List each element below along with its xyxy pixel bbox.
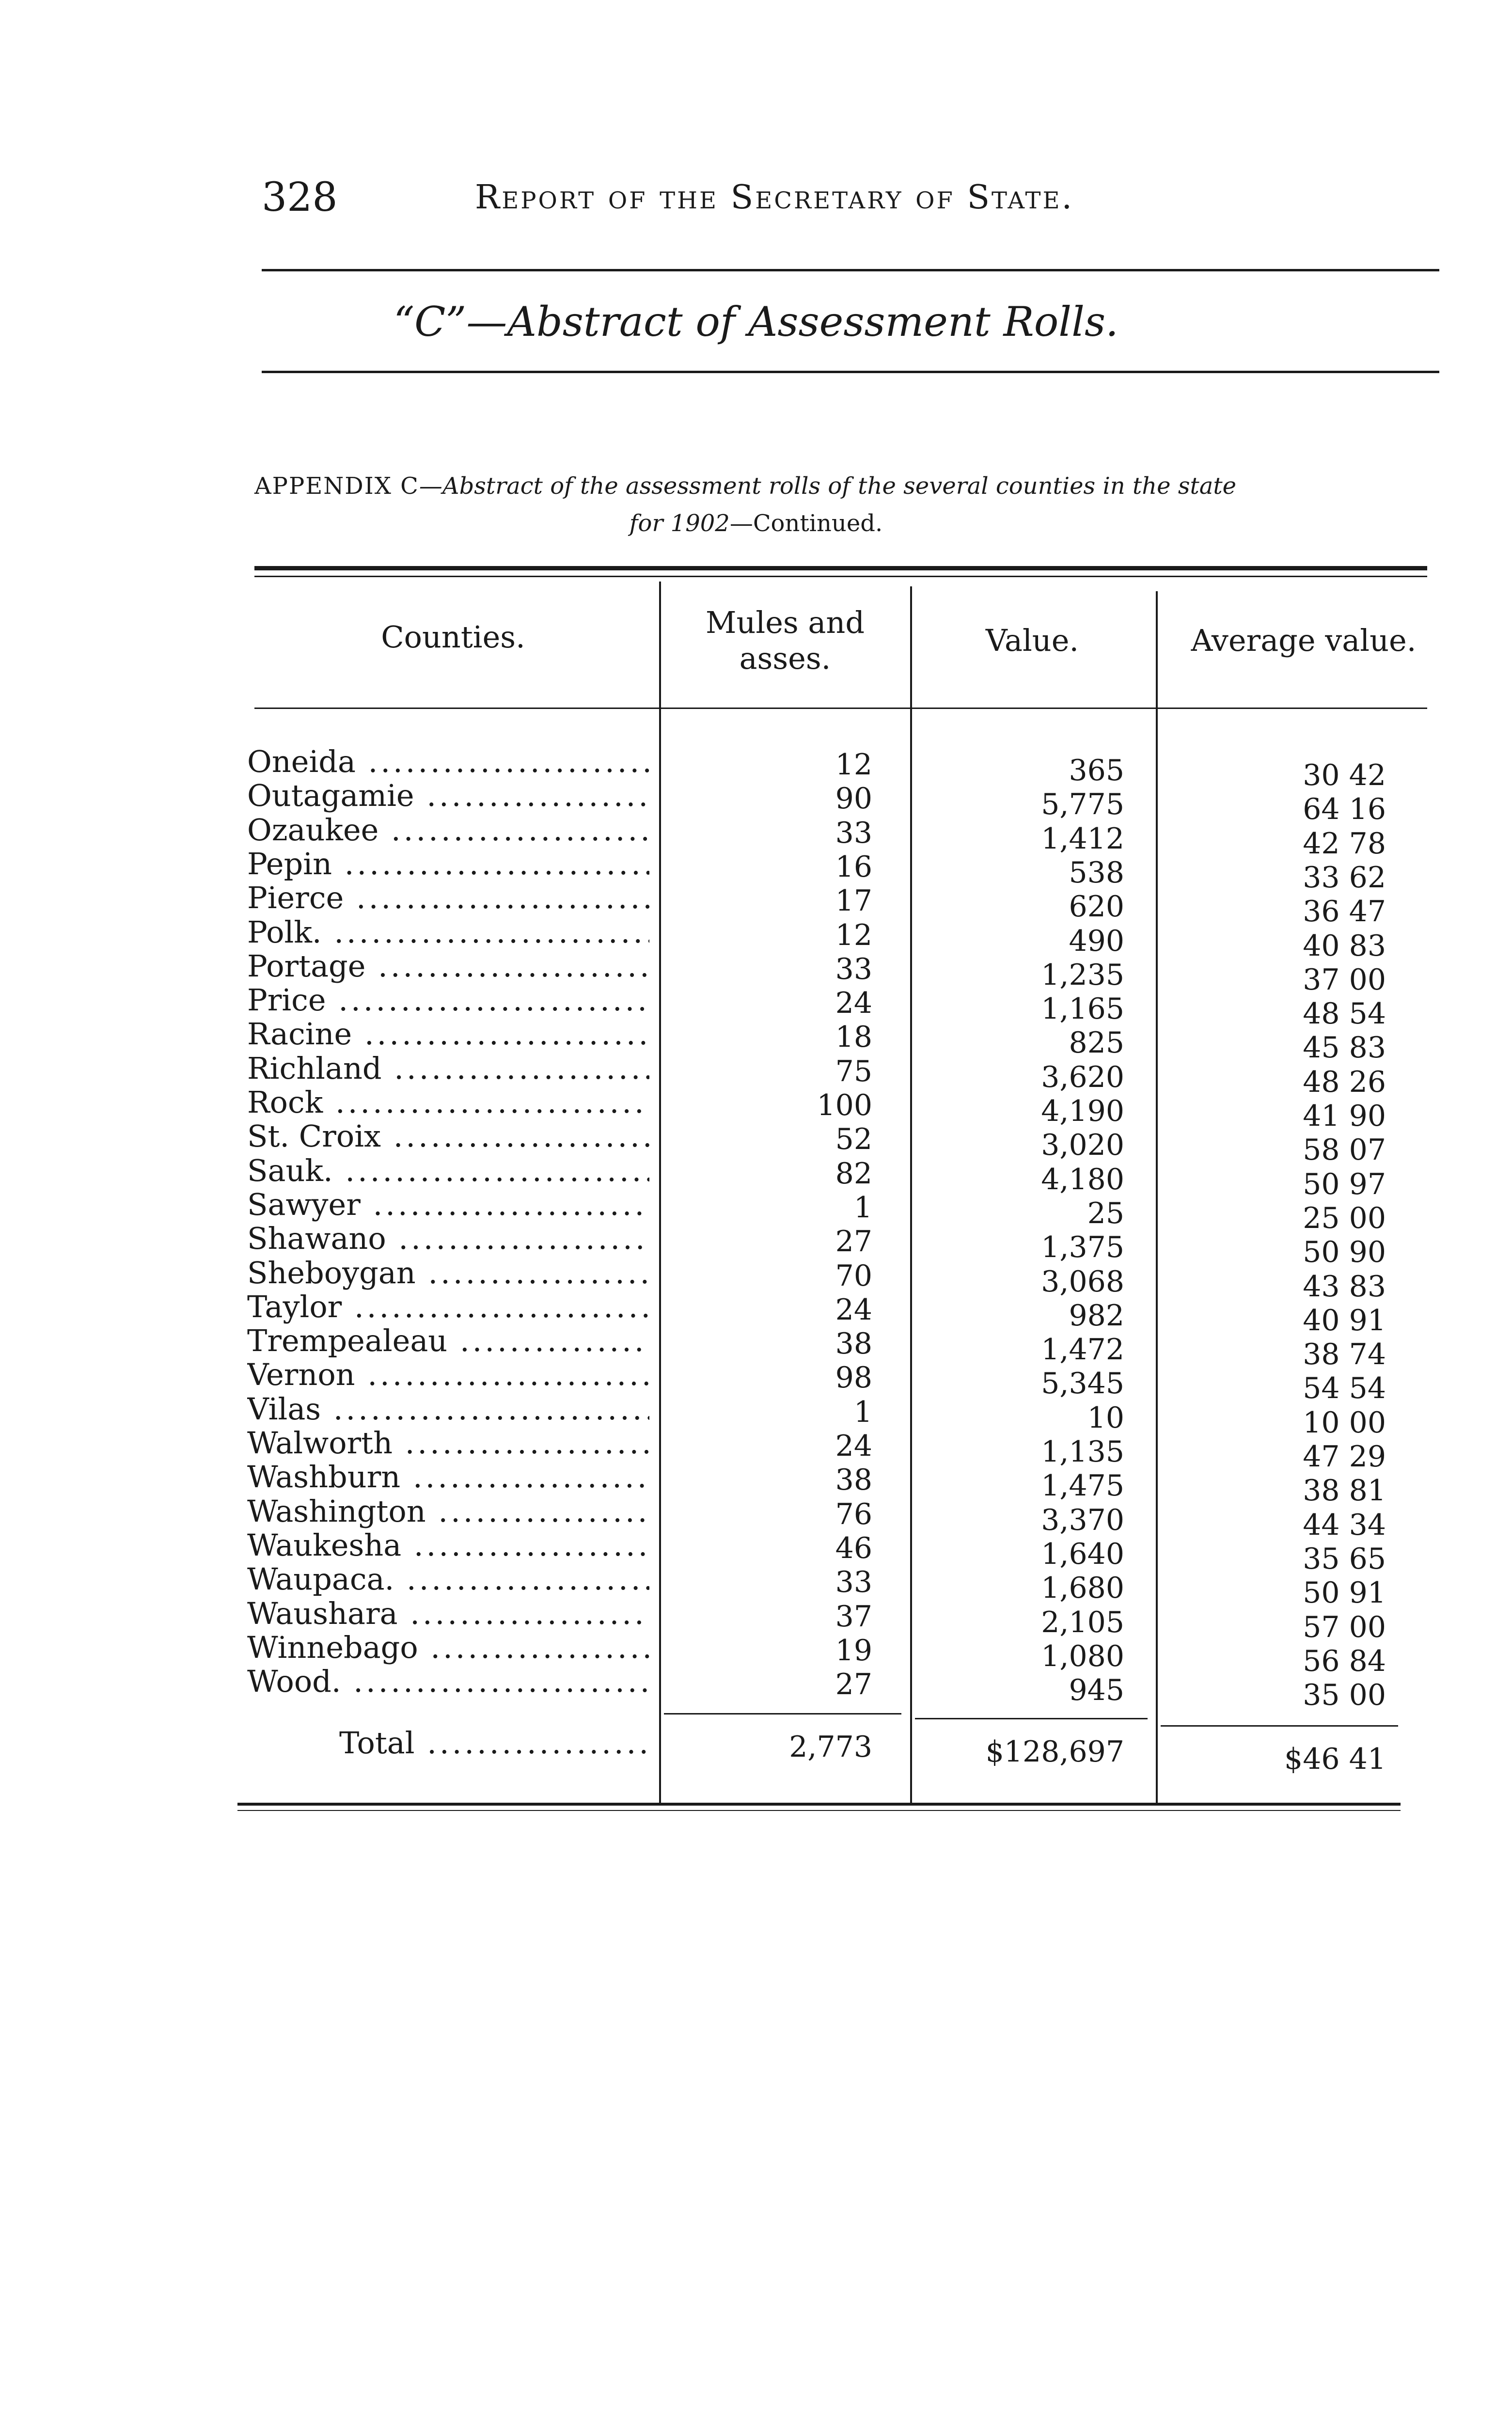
value-amount: 3,620 xyxy=(1041,1060,1124,1094)
average-value: 58 07 xyxy=(1303,1133,1386,1167)
average-value: 35 00 xyxy=(1303,1678,1386,1713)
county-name: Washington ..... xyxy=(247,1494,649,1529)
table-bottom-rule xyxy=(237,1803,1401,1806)
mules-count: 90 xyxy=(835,782,872,816)
table-bottom-rule-thin xyxy=(237,1810,1401,1811)
county-name: Sheboygan ..... xyxy=(247,1255,649,1290)
value-amount: 3,370 xyxy=(1041,1503,1124,1537)
running-head: Report of the Secretary of State. xyxy=(475,178,1074,217)
county-name: Price ..... xyxy=(247,982,649,1018)
total-rule-value xyxy=(915,1718,1148,1719)
mules-count: 38 xyxy=(835,1327,872,1361)
mules-count: 70 xyxy=(835,1259,872,1293)
value-amount: 1,412 xyxy=(1041,821,1124,856)
average-value: 36 47 xyxy=(1303,895,1386,929)
section-title: “C”—Abstract of Assessment Rolls. xyxy=(394,298,1118,346)
mules-count: 27 xyxy=(835,1225,872,1259)
total-average: $46 41 xyxy=(1284,1742,1386,1776)
value-amount: 1,235 xyxy=(1041,958,1124,992)
average-value: 64 16 xyxy=(1303,792,1386,827)
county-name: Rock ..... xyxy=(247,1085,649,1120)
county-name: Oneida ..... xyxy=(247,744,649,779)
mules-count: 76 xyxy=(835,1497,872,1531)
value-amount: 2,105 xyxy=(1041,1605,1124,1639)
value-amount: 490 xyxy=(1069,924,1124,958)
total-label: Total ..... xyxy=(339,1725,649,1761)
average-value: 56 84 xyxy=(1303,1644,1386,1678)
value-amount: 1,472 xyxy=(1041,1333,1124,1367)
value-amount: 365 xyxy=(1069,754,1124,787)
mules-count: 38 xyxy=(835,1463,872,1497)
county-name: Waukesha ..... xyxy=(247,1527,649,1563)
county-name: Racine ..... xyxy=(247,1016,649,1052)
value-amount: 10 xyxy=(1087,1400,1124,1435)
value-amount: 1,135 xyxy=(1041,1435,1124,1469)
mules-count: 17 xyxy=(835,884,872,918)
column-head-value: Value. xyxy=(985,623,1079,658)
county-name: Vernon ..... xyxy=(247,1357,649,1392)
county-name: Pierce ..... xyxy=(247,880,649,915)
header-rule xyxy=(262,269,1439,271)
mules-count: 19 xyxy=(835,1633,872,1668)
mules-count: 46 xyxy=(835,1531,872,1565)
mules-count: 82 xyxy=(835,1156,872,1191)
average-value: 43 83 xyxy=(1303,1269,1386,1304)
county-name: Trempealeau ..... xyxy=(247,1323,649,1358)
mules-count: 100 xyxy=(817,1088,872,1122)
mules-count: 16 xyxy=(835,850,872,884)
mules-count: 27 xyxy=(835,1668,872,1702)
average-value: 48 54 xyxy=(1303,997,1386,1031)
mules-count: 37 xyxy=(835,1599,872,1634)
mules-count: 24 xyxy=(835,1429,872,1463)
table-caption xyxy=(254,472,1427,500)
county-name: Sawyer ..... xyxy=(247,1187,649,1222)
column-head-counties: Counties. xyxy=(381,619,525,655)
value-amount: 945 xyxy=(1069,1673,1124,1708)
value-amount: 1,165 xyxy=(1041,992,1124,1026)
value-amount: 3,020 xyxy=(1041,1128,1124,1163)
mules-count: 75 xyxy=(835,1054,872,1088)
table-caption-continued xyxy=(0,510,1512,537)
average-value: 41 90 xyxy=(1303,1099,1386,1133)
average-value: 48 26 xyxy=(1303,1065,1386,1099)
mules-count: 33 xyxy=(835,1565,872,1600)
county-name: Waushara ..... xyxy=(247,1596,649,1631)
average-value: 33 62 xyxy=(1303,860,1386,895)
county-name: Richland ..... xyxy=(247,1051,649,1086)
county-name: Taylor ..... xyxy=(247,1289,649,1324)
average-value: 44 34 xyxy=(1303,1508,1386,1542)
mules-count: 33 xyxy=(835,952,872,986)
average-value: 47 29 xyxy=(1303,1440,1386,1474)
total-rule-mules xyxy=(664,1713,901,1715)
table-top-rule xyxy=(254,566,1427,570)
column-head-mules-text: Mules and asses. xyxy=(705,605,865,676)
value-amount: 1,080 xyxy=(1041,1639,1124,1673)
county-name: Ozaukee ..... xyxy=(247,812,649,848)
mules-count: 24 xyxy=(835,986,872,1021)
mules-count: 24 xyxy=(835,1292,872,1327)
average-value: 45 83 xyxy=(1303,1031,1386,1065)
mules-count: 12 xyxy=(835,918,872,952)
average-value: 38 74 xyxy=(1303,1337,1386,1372)
average-value: 10 00 xyxy=(1303,1405,1386,1440)
caption-continued: —Continued. xyxy=(729,510,883,537)
average-value: 40 91 xyxy=(1303,1303,1386,1337)
total-mules: 2,773 xyxy=(789,1730,872,1764)
average-value: 50 97 xyxy=(1303,1167,1386,1201)
mules-count: 33 xyxy=(835,816,872,850)
mules-count: 1 xyxy=(853,1190,872,1225)
column-divider-2 xyxy=(910,586,912,1803)
column-head-average: Average value. xyxy=(1191,623,1417,658)
table-top-rule-thin xyxy=(254,576,1427,577)
average-value: 57 00 xyxy=(1303,1610,1386,1644)
total-rule-average xyxy=(1161,1725,1398,1727)
average-value: 35 65 xyxy=(1303,1542,1386,1576)
mules-count: 98 xyxy=(835,1361,872,1395)
average-value: 42 78 xyxy=(1303,826,1386,861)
average-value: 50 90 xyxy=(1303,1235,1386,1270)
caption-lead: APPENDIX C xyxy=(254,472,419,500)
value-amount: 982 xyxy=(1069,1298,1124,1333)
value-amount: 5,345 xyxy=(1041,1367,1124,1401)
caption-year: for 1902 xyxy=(629,510,730,537)
average-value: 37 00 xyxy=(1303,962,1386,997)
value-amount: 538 xyxy=(1069,855,1124,890)
county-name: Waupaca. ..... xyxy=(247,1561,649,1597)
value-amount: 5,775 xyxy=(1041,787,1124,822)
average-value: 40 83 xyxy=(1303,928,1386,963)
caption-text: —Abstract of the assessment rolls of the several counties in the state xyxy=(419,472,1237,500)
mules-count: 1 xyxy=(853,1395,872,1429)
county-name: Walworth ..... xyxy=(247,1425,649,1461)
value-amount: 620 xyxy=(1069,890,1124,924)
average-value: 54 54 xyxy=(1303,1371,1386,1406)
title-rule xyxy=(262,371,1439,373)
value-amount: 3,068 xyxy=(1041,1264,1124,1299)
county-name: St. Croix ..... xyxy=(247,1118,649,1154)
mules-count: 12 xyxy=(835,748,872,782)
value-amount: 1,375 xyxy=(1041,1230,1124,1265)
county-name: Sauk. ..... xyxy=(247,1153,649,1188)
average-value: 25 00 xyxy=(1303,1201,1386,1235)
county-name: Portage ..... xyxy=(247,948,649,984)
average-value: 38 81 xyxy=(1303,1474,1386,1508)
county-name: Polk. ..... xyxy=(247,914,649,950)
county-name: Washburn ..... xyxy=(247,1459,649,1495)
county-name: Wood. ..... xyxy=(247,1664,649,1699)
value-amount: 825 xyxy=(1069,1026,1124,1060)
value-amount: 1,640 xyxy=(1041,1537,1124,1571)
column-divider-1 xyxy=(659,582,661,1803)
average-value: 30 42 xyxy=(1303,758,1386,792)
page-number: 328 xyxy=(262,174,338,220)
column-divider-3 xyxy=(1156,591,1158,1803)
value-amount: 1,680 xyxy=(1041,1571,1124,1605)
column-head-mules xyxy=(676,605,894,677)
county-name: Winnebago ..... xyxy=(247,1630,649,1665)
county-name: Pepin ..... xyxy=(247,846,649,881)
value-amount: 4,190 xyxy=(1041,1094,1124,1128)
county-name: Shawano ..... xyxy=(247,1221,649,1256)
value-amount: 1,475 xyxy=(1041,1469,1124,1503)
average-value: 50 91 xyxy=(1303,1576,1386,1610)
header-bottom-rule xyxy=(254,708,1427,709)
county-name: Outagamie ..... xyxy=(247,778,649,813)
mules-count: 52 xyxy=(835,1122,872,1157)
total-value: $128,697 xyxy=(985,1735,1124,1769)
value-amount: 4,180 xyxy=(1041,1162,1124,1196)
mules-count: 18 xyxy=(835,1020,872,1054)
value-amount: 25 xyxy=(1087,1196,1124,1230)
county-name: Vilas ..... xyxy=(247,1391,649,1427)
